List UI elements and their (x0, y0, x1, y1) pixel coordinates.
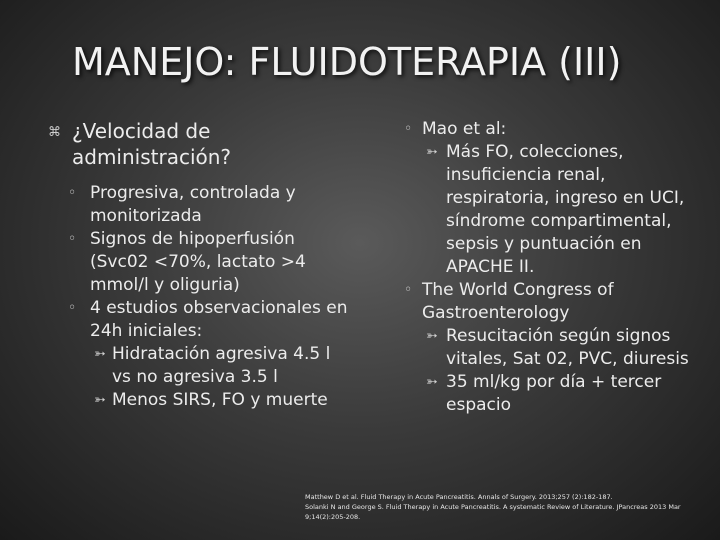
arrow-bullet-icon: ➳ (94, 392, 106, 408)
list-item (48, 182, 348, 228)
reference-line: 9;14(2):205-208. (305, 513, 361, 521)
question-text: ¿Velocidad de administración? (72, 119, 232, 169)
list-item (48, 228, 348, 297)
list-item (48, 297, 348, 343)
right-column (396, 118, 696, 417)
list-item-text: Signos de hipoperfusión (Svc02 <70%, lactato >4 mmol/l y oliguria) (90, 229, 306, 295)
sub-list-item (396, 325, 696, 371)
left-column (48, 118, 348, 412)
sub-list-item-text: 35 ml/kg por día + tercer espacio (446, 372, 662, 415)
sub-list-item-text: Más FO, colecciones, insuficiencia renal, respiratoria, ingreso en UCI, síndrome compartimental, sepsis y puntuación en APACHE II. (446, 142, 685, 277)
sub-list-item (48, 389, 348, 412)
arrow-bullet-icon: ➳ (426, 328, 438, 344)
reference-line: Matthew D et al. Fluid Therapy in Acute Pancreatitis. Annals of Surgery. 2013;257 (2):182-187. (305, 493, 613, 501)
sub-list-item (396, 371, 696, 417)
sub-list-item-text: Resucitación según signos vitales, Sat 02, PVC, diuresis (446, 326, 689, 369)
list-item-text: The World Congress of Gastroenterology (422, 280, 614, 323)
circle-bullet-icon: ◦ (68, 185, 77, 201)
slide-title: MANEJO: FLUIDOTERAPIA (III) (72, 40, 622, 84)
bullet-icon: ⌘ (48, 125, 61, 140)
circle-bullet-icon: ◦ (68, 300, 77, 316)
circle-bullet-icon: ◦ (68, 231, 77, 247)
question-bullet (48, 118, 348, 170)
list-item-text: Mao et al: (422, 119, 507, 139)
sub-list-item-text: Hidratación agresiva 4.5 l vs no agresiva 3.5 l (112, 344, 331, 387)
list-item-text: 4 estudios observacionales en 24h iniciales: (90, 298, 348, 341)
reference-line: Solanki N and George S. Fluid Therapy in Acute Pancreatitis. A systematic Review of Literature. JPancreas 2013 Mar (305, 503, 681, 511)
sub-list-item (396, 141, 696, 279)
list-item (396, 118, 696, 141)
arrow-bullet-icon: ➳ (426, 144, 438, 160)
circle-bullet-icon: ◦ (404, 282, 413, 298)
references (305, 492, 700, 522)
arrow-bullet-icon: ➳ (94, 346, 106, 362)
list-item (396, 279, 696, 325)
list-item-text: Progresiva, controlada y monitorizada (90, 183, 296, 226)
sub-list-item-text: Menos SIRS, FO y muerte (112, 390, 328, 410)
sub-list-item (48, 343, 348, 389)
circle-bullet-icon: ◦ (404, 121, 413, 137)
arrow-bullet-icon: ➳ (426, 374, 438, 390)
